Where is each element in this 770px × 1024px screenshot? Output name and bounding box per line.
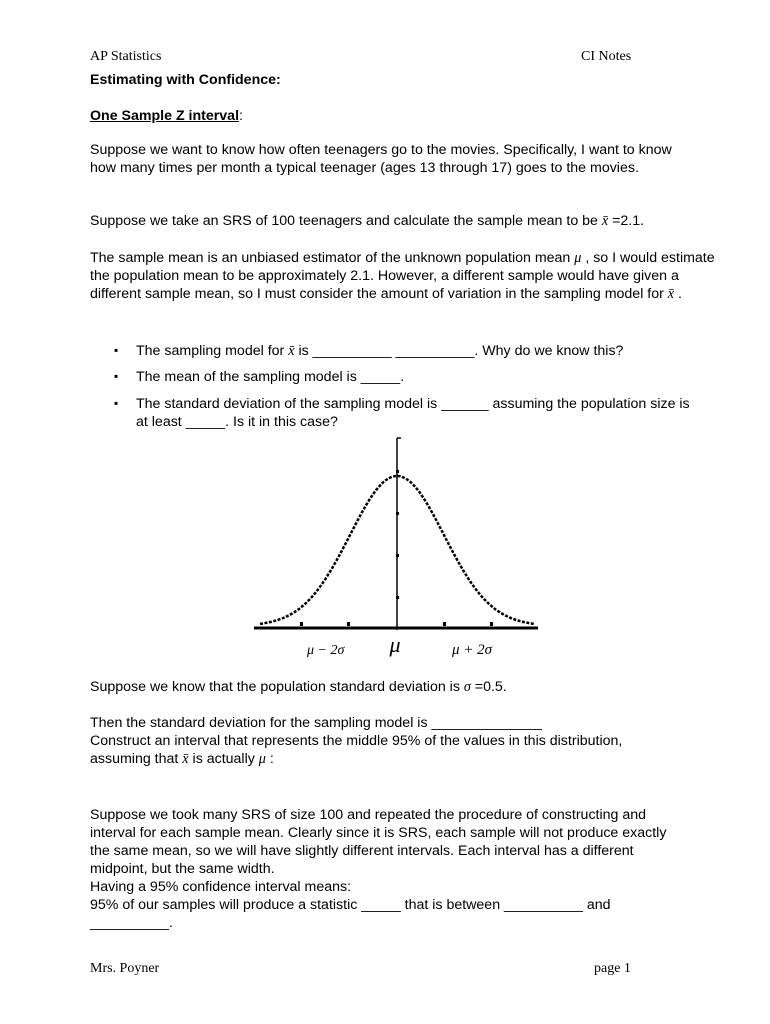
sigma-symbol: σ (463, 679, 471, 695)
p4-text-a: Suppose we know that the population standard deviation is (90, 679, 464, 695)
p2-text-b: =2.1. (608, 213, 645, 229)
page-title: Estimating with Confidence: (90, 72, 281, 88)
mu-symbol: μ (574, 250, 582, 266)
xbar-symbol: x̄ (182, 751, 189, 767)
interval-paragraph (90, 714, 720, 768)
p5-line-2: Construct an interval that represents the middle 95% of the values in this distribution, (90, 733, 623, 749)
p3-text-b: , so I would estimate the population mean to be approximately 2.1. However, a different sample would have given a different sample mean, so I must consider the amount of variation in the sampling model for (90, 250, 715, 302)
p3-text-a: The sample mean is an unbiased estimator of the unknown population mean (90, 250, 575, 266)
p5-line-3-a: assuming that (90, 751, 183, 767)
bullet-item-1 (136, 342, 706, 360)
bullet-item-2: The mean of the sampling model is _____. (136, 369, 405, 385)
p6-line-3: 95% of our samples will produce a statistic _____ that is between __________ and __________. (90, 897, 611, 931)
p2-text-a: Suppose we take an SRS of 100 teenagers and calculate the sample mean to be (90, 213, 602, 229)
bullet-item-3: The standard deviation of the sampling model is ______ assuming the population size is at least _____. Is it in this case? (136, 396, 690, 430)
bullet-marker: ▪ (114, 369, 119, 383)
p6-line-2: Having a 95% confidence interval means: (90, 879, 352, 895)
xbar-symbol: x̄ (667, 286, 675, 302)
footer-author: Mrs. Poyner (90, 961, 160, 976)
xbar-symbol: x̄ (288, 343, 295, 359)
sample-mean-paragraph (90, 212, 710, 230)
label-mu: μ (389, 632, 401, 657)
header-topic: CI Notes (581, 49, 632, 64)
bullet-marker: ▪ (114, 396, 119, 410)
section-heading (90, 107, 243, 125)
p4-text-b: =0.5. (470, 679, 507, 695)
xbar-symbol: x̄ (601, 213, 609, 229)
bullet-1-text-b: is __________ __________. Why do we know this? (294, 343, 624, 359)
estimator-paragraph (90, 249, 715, 303)
footer-page-number: page 1 (594, 961, 631, 976)
p5-line-3-b: is actually (188, 751, 259, 767)
bullet-1-text-a: The sampling model for (136, 343, 289, 359)
p5-line-3-c: : (265, 751, 274, 767)
p3-text-c: . (674, 286, 682, 302)
p5-line-3 (90, 750, 720, 768)
p6-body: Suppose we took many SRS of size 100 and repeated the procedure of constructing and interval for each sample mean. Clearly since it is SRS, each sample will not produce exactly the same mean, so we will have slightly different intervals. Each interval has a different midpoint, but the same width. (90, 807, 667, 877)
p5-line-1: Then the standard deviation for the sampling model is ______________ (90, 715, 542, 731)
section-heading-text: One Sample Z interval (90, 108, 240, 124)
header-course: AP Statistics (90, 49, 162, 64)
normal-curve-graph (240, 432, 550, 664)
population-sd-paragraph (90, 678, 710, 696)
label-minus-two-sigma: μ − 2σ (307, 643, 345, 658)
intro-paragraph: Suppose we want to know how often teenagers go to the movies. Specifically, I want to know how many times per month a typical teenager (ages 13 through 17) goes to the movies. (90, 142, 672, 176)
bullet-marker: ▪ (114, 343, 119, 357)
label-plus-two-sigma: μ + 2σ (452, 642, 493, 658)
section-heading-colon: : (239, 108, 243, 124)
confidence-meaning-paragraph (90, 806, 690, 932)
mu-symbol: μ (258, 751, 266, 767)
